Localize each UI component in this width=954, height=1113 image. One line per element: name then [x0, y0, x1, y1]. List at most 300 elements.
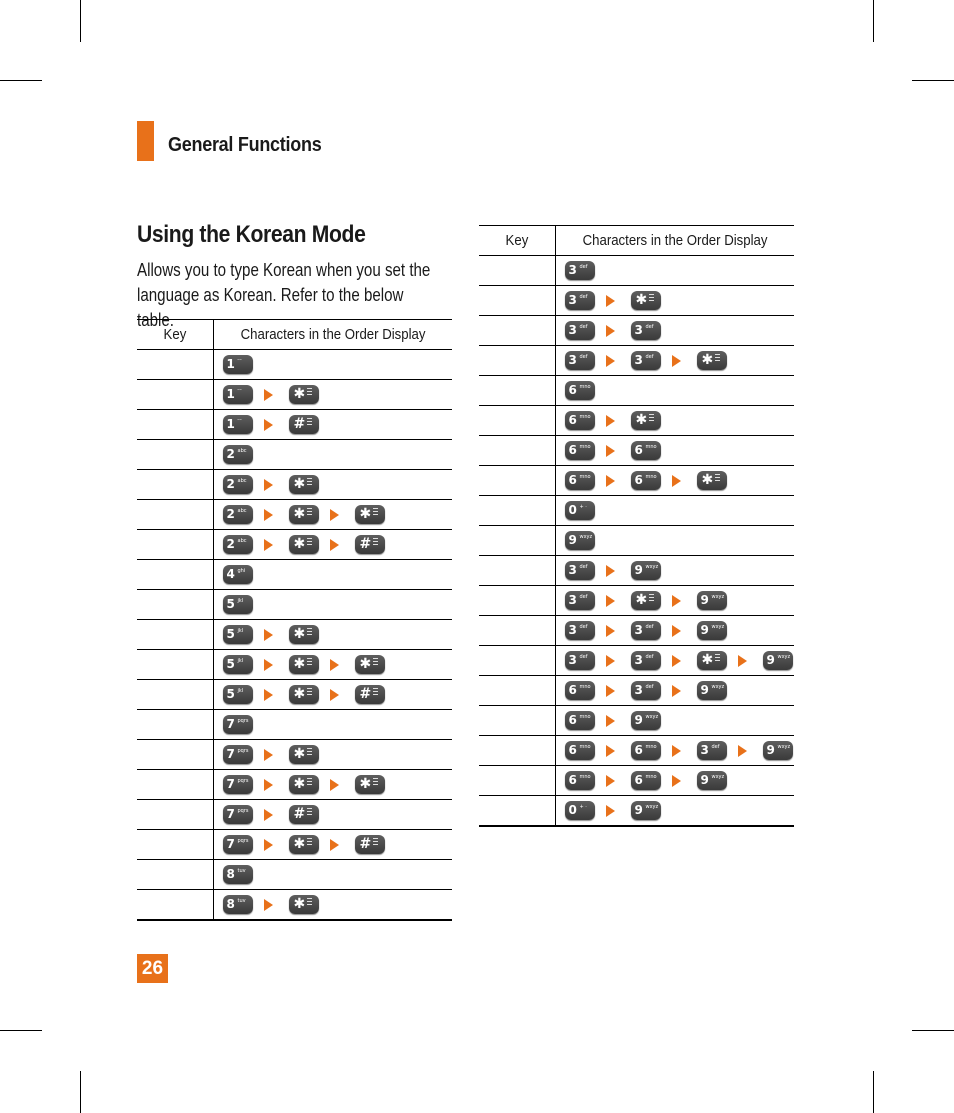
key-star-icon [289, 535, 319, 554]
key-7-icon [223, 775, 253, 794]
table-row [137, 890, 452, 921]
key-extra-icon [307, 538, 313, 550]
column-header-key: Key [137, 320, 213, 350]
table-row [479, 346, 794, 376]
korean-key-table-right [479, 225, 794, 827]
key-extra-icon [307, 838, 313, 850]
key-letters: + · [579, 504, 587, 510]
key-3-icon [697, 741, 727, 760]
key-extra-icon [649, 594, 655, 606]
key-3-icon [565, 351, 595, 370]
key-sequence [556, 591, 795, 610]
key-glyph: 7 [226, 777, 235, 791]
key-cell [137, 770, 213, 800]
key-letters: def [579, 294, 588, 300]
key-glyph: 8 [226, 897, 235, 911]
crop-mark [912, 80, 954, 81]
key-6-icon [565, 771, 595, 790]
table-row [137, 650, 452, 680]
key-extra-icon [307, 748, 313, 760]
sequence-cell [555, 706, 794, 736]
key-star-icon [289, 475, 319, 494]
key-glyph: 9 [766, 743, 775, 757]
arrow-right-icon [672, 625, 681, 637]
key-6-icon [565, 471, 595, 490]
sequence-cell [555, 766, 794, 796]
key-cell [137, 860, 213, 890]
key-glyph: ✱ [293, 776, 306, 792]
key-glyph: ✱ [293, 896, 306, 912]
table-row [479, 736, 794, 766]
sequence-cell [213, 890, 452, 921]
key-sequence [556, 711, 795, 730]
table-row [479, 376, 794, 406]
table-row [479, 646, 794, 676]
section-title: General Functions [168, 134, 322, 156]
table-row [137, 560, 452, 590]
key-sequence [556, 351, 795, 370]
sequence-cell [213, 650, 452, 680]
key-sequence [556, 801, 795, 820]
key-letters: mno [579, 744, 591, 750]
sequence-cell [555, 676, 794, 706]
key-star-icon [697, 471, 727, 490]
key-glyph: 3 [634, 653, 643, 667]
table-row [479, 496, 794, 526]
key-extra-icon [307, 688, 313, 700]
key-letters: mno [579, 474, 591, 480]
key-cell [137, 620, 213, 650]
key-letters: wxyz [711, 594, 725, 600]
key-extra-icon [649, 414, 655, 426]
key-letters: def [579, 594, 588, 600]
table-row [137, 380, 452, 410]
key-9-icon [697, 621, 727, 640]
key-cell [137, 590, 213, 620]
key-extra-icon [373, 508, 379, 520]
table-row [137, 770, 452, 800]
key-9-icon [631, 711, 661, 730]
key-glyph: 5 [226, 627, 235, 641]
key-sequence [556, 471, 795, 490]
key-sequence [214, 625, 453, 644]
key-hash-icon [355, 535, 385, 554]
key-cell [479, 526, 555, 556]
key-star-icon [289, 895, 319, 914]
key-glyph: 6 [568, 713, 577, 727]
key-letters: pqrs [237, 718, 249, 724]
key-letters: def [579, 654, 588, 660]
key-sequence [214, 535, 453, 554]
crop-mark [80, 0, 81, 42]
key-6-icon [565, 711, 595, 730]
key-8-icon [223, 895, 253, 914]
sequence-cell [213, 410, 452, 440]
key-letters: wxyz [777, 744, 791, 750]
key-sequence [556, 771, 795, 790]
arrow-right-icon [606, 715, 615, 727]
key-7-icon [223, 835, 253, 854]
key-extra-icon [373, 838, 379, 850]
key-sequence [214, 685, 453, 704]
key-sequence [556, 381, 795, 400]
key-glyph: 3 [568, 353, 577, 367]
key-cell [479, 286, 555, 316]
table-row [479, 586, 794, 616]
key-glyph: ✱ [293, 656, 306, 672]
key-star-icon [289, 745, 319, 764]
key-3-icon [565, 621, 595, 640]
key-glyph: # [293, 416, 306, 432]
table-row [137, 410, 452, 440]
key-sequence [214, 805, 453, 824]
table-row [137, 620, 452, 650]
key-glyph: 1 [226, 357, 235, 371]
arrow-right-icon [330, 689, 339, 701]
table-row [137, 500, 452, 530]
key-letters: + · [579, 804, 587, 810]
key-glyph: 6 [568, 383, 577, 397]
key-extra-icon [307, 418, 313, 430]
key-letters: jkl [237, 688, 244, 694]
key-star-icon [697, 651, 727, 670]
key-letters: tuv [237, 898, 246, 904]
key-5-icon [223, 685, 253, 704]
key-glyph: ✱ [701, 652, 714, 668]
key-cell [137, 530, 213, 560]
key-glyph: ✱ [293, 686, 306, 702]
key-6-icon [565, 681, 595, 700]
sequence-cell [213, 680, 452, 710]
arrow-right-icon [606, 415, 615, 427]
sequence-cell [555, 406, 794, 436]
sequence-cell [213, 440, 452, 470]
key-glyph: ✱ [293, 536, 306, 552]
key-glyph: ✱ [701, 472, 714, 488]
page-number: 26 [137, 954, 168, 983]
crop-mark [873, 0, 874, 42]
key-letters: mno [579, 414, 591, 420]
key-letters: def [645, 354, 654, 360]
key-3-icon [565, 651, 595, 670]
arrow-right-icon [738, 655, 747, 667]
key-letters: def [645, 624, 654, 630]
sequence-cell [555, 736, 794, 766]
key-glyph: 6 [634, 743, 643, 757]
key-hash-icon [355, 835, 385, 854]
key-sequence [214, 475, 453, 494]
key-glyph: 5 [226, 657, 235, 671]
key-3-icon [565, 291, 595, 310]
key-star-icon [289, 385, 319, 404]
key-glyph: 3 [568, 653, 577, 667]
key-sequence [214, 865, 453, 884]
key-letters: mno [579, 684, 591, 690]
key-sequence [214, 505, 453, 524]
sequence-cell [555, 526, 794, 556]
key-glyph: 2 [226, 477, 235, 491]
key-3-icon [631, 681, 661, 700]
arrow-right-icon [606, 325, 615, 337]
table-row [479, 466, 794, 496]
sequence-cell [555, 436, 794, 466]
arrow-right-icon [606, 745, 615, 757]
key-extra-icon [307, 808, 313, 820]
key-cell [137, 410, 213, 440]
key-glyph: 2 [226, 447, 235, 461]
key-cell [479, 766, 555, 796]
sequence-cell [555, 586, 794, 616]
key-glyph: 9 [700, 593, 709, 607]
sequence-cell [213, 530, 452, 560]
table-row [479, 796, 794, 827]
key-letters: ghi [237, 568, 246, 574]
key-glyph: 1 [226, 417, 235, 431]
key-glyph: 3 [568, 323, 577, 337]
key-9-icon [631, 561, 661, 580]
table-row [137, 470, 452, 500]
key-extra-icon [715, 474, 721, 486]
key-letters: wxyz [645, 804, 659, 810]
key-letters: mno [579, 444, 591, 450]
sequence-cell [555, 556, 794, 586]
key-star-icon [631, 291, 661, 310]
key-sequence [214, 355, 453, 374]
key-glyph: ✱ [293, 836, 306, 852]
key-glyph: ✱ [359, 656, 372, 672]
arrow-right-icon [264, 629, 273, 641]
column-header-characters: Characters in the Order Display [555, 226, 794, 256]
key-glyph: 4 [226, 567, 235, 581]
key-sequence [214, 895, 453, 914]
key-2-icon [223, 445, 253, 464]
key-6-icon [565, 441, 595, 460]
arrow-right-icon [264, 659, 273, 671]
sequence-cell [213, 770, 452, 800]
table-row [479, 556, 794, 586]
key-cell [479, 256, 555, 286]
arrow-right-icon [606, 595, 615, 607]
arrow-right-icon [264, 509, 273, 521]
key-sequence [556, 651, 795, 670]
key-extra-icon [307, 898, 313, 910]
key-letters: wxyz [711, 684, 725, 690]
sequence-cell [213, 470, 452, 500]
key-3-icon [631, 651, 661, 670]
sequence-cell [555, 616, 794, 646]
column-header-characters: Characters in the Order Display [213, 320, 452, 350]
key-letters: jkl [237, 628, 244, 634]
key-glyph: 3 [568, 263, 577, 277]
table-row [479, 616, 794, 646]
key-sequence [556, 261, 795, 280]
arrow-right-icon [606, 625, 615, 637]
arrow-right-icon [672, 775, 681, 787]
key-glyph: 9 [568, 533, 577, 547]
key-cell [479, 346, 555, 376]
key-glyph: ✱ [293, 386, 306, 402]
key-cell [479, 706, 555, 736]
key-letters: wxyz [645, 714, 659, 720]
key-cell [137, 650, 213, 680]
key-letters: ᵕᵕ [237, 358, 242, 364]
arrow-right-icon [264, 479, 273, 491]
key-3-icon [565, 561, 595, 580]
arrow-right-icon [264, 539, 273, 551]
key-glyph: 6 [568, 683, 577, 697]
key-glyph: 3 [634, 323, 643, 337]
key-star-icon [631, 411, 661, 430]
table-row [479, 256, 794, 286]
key-extra-icon [307, 658, 313, 670]
key-hash-icon [289, 415, 319, 434]
key-glyph: 2 [226, 507, 235, 521]
key-hash-icon [355, 685, 385, 704]
key-glyph: 3 [700, 743, 709, 757]
key-cell [479, 676, 555, 706]
sequence-cell [213, 740, 452, 770]
arrow-right-icon [672, 745, 681, 757]
sequence-cell [555, 286, 794, 316]
key-extra-icon [715, 354, 721, 366]
sequence-cell [213, 560, 452, 590]
key-extra-icon [307, 478, 313, 490]
key-6-icon [565, 741, 595, 760]
key-sequence [556, 291, 795, 310]
key-cell [137, 740, 213, 770]
sequence-cell [213, 710, 452, 740]
table-row [137, 800, 452, 830]
table-row [137, 590, 452, 620]
arrow-right-icon [672, 475, 681, 487]
arrow-right-icon [606, 775, 615, 787]
key-glyph: 3 [568, 293, 577, 307]
key-4-icon [223, 565, 253, 584]
key-letters: ᵕᵕ [237, 418, 242, 424]
table-header-row [137, 320, 452, 350]
key-glyph: 6 [634, 443, 643, 457]
key-letters: def [579, 324, 588, 330]
key-letters: pqrs [237, 778, 249, 784]
key-glyph: 6 [634, 773, 643, 787]
key-glyph: 1 [226, 387, 235, 401]
key-9-icon [697, 591, 727, 610]
key-3-icon [631, 321, 661, 340]
key-3-icon [565, 321, 595, 340]
arrow-right-icon [672, 595, 681, 607]
key-letters: def [645, 684, 654, 690]
key-6-icon [631, 471, 661, 490]
arrow-right-icon [330, 779, 339, 791]
sequence-cell [555, 256, 794, 286]
table-row [137, 860, 452, 890]
key-sequence [556, 741, 795, 760]
key-glyph: 7 [226, 717, 235, 731]
key-star-icon [289, 685, 319, 704]
key-extra-icon [307, 628, 313, 640]
key-glyph: # [359, 686, 372, 702]
arrow-right-icon [672, 655, 681, 667]
key-star-icon [355, 655, 385, 674]
key-cell [137, 470, 213, 500]
key-glyph: 6 [568, 743, 577, 757]
key-glyph: ✱ [635, 592, 648, 608]
key-sequence [214, 565, 453, 584]
key-glyph: 6 [634, 473, 643, 487]
table-row [479, 406, 794, 436]
key-hash-icon [289, 805, 319, 824]
key-9-icon [763, 741, 793, 760]
key-9-icon [565, 531, 595, 550]
key-glyph: 3 [568, 623, 577, 637]
arrow-right-icon [672, 685, 681, 697]
key-letters: pqrs [237, 808, 249, 814]
key-glyph: 9 [634, 563, 643, 577]
key-glyph: 5 [226, 597, 235, 611]
key-letters: mno [579, 714, 591, 720]
key-extra-icon [715, 654, 721, 666]
key-6-icon [565, 381, 595, 400]
key-glyph: 9 [634, 803, 643, 817]
key-3-icon [565, 261, 595, 280]
key-cell [137, 830, 213, 860]
key-glyph: # [293, 806, 306, 822]
key-extra-icon [307, 388, 313, 400]
arrow-right-icon [330, 539, 339, 551]
crop-mark [80, 1071, 81, 1113]
key-letters: pqrs [237, 838, 249, 844]
column-header-key: Key [479, 226, 555, 256]
key-letters: jkl [237, 658, 244, 664]
table-row [479, 316, 794, 346]
crop-mark [0, 80, 42, 81]
key-star-icon [289, 625, 319, 644]
key-7-icon [223, 745, 253, 764]
key-sequence [214, 595, 453, 614]
key-sequence [556, 501, 795, 520]
key-6-icon [631, 441, 661, 460]
key-glyph: 6 [568, 413, 577, 427]
key-glyph: 5 [226, 687, 235, 701]
key-cell [137, 800, 213, 830]
key-8-icon [223, 865, 253, 884]
key-extra-icon [307, 778, 313, 790]
key-glyph: ✱ [293, 746, 306, 762]
key-glyph: ✱ [293, 506, 306, 522]
korean-key-table-left [137, 319, 452, 921]
key-star-icon [289, 775, 319, 794]
key-glyph: 9 [700, 773, 709, 787]
key-letters: wxyz [711, 624, 725, 630]
key-cell [479, 586, 555, 616]
arrow-right-icon [672, 355, 681, 367]
arrow-right-icon [606, 685, 615, 697]
table-row [479, 526, 794, 556]
table-row [479, 766, 794, 796]
key-cell [479, 616, 555, 646]
key-glyph: 9 [634, 713, 643, 727]
intro-text: Allows you to type Korean when you set the language as Korean. Refer to the below table. [137, 260, 431, 330]
key-cell [137, 560, 213, 590]
crop-mark [0, 1030, 42, 1031]
table-row [137, 440, 452, 470]
table-row [479, 286, 794, 316]
key-letters: wxyz [711, 774, 725, 780]
key-glyph: 3 [634, 353, 643, 367]
key-letters: mno [579, 384, 591, 390]
key-glyph: 6 [568, 773, 577, 787]
key-0-icon [565, 801, 595, 820]
